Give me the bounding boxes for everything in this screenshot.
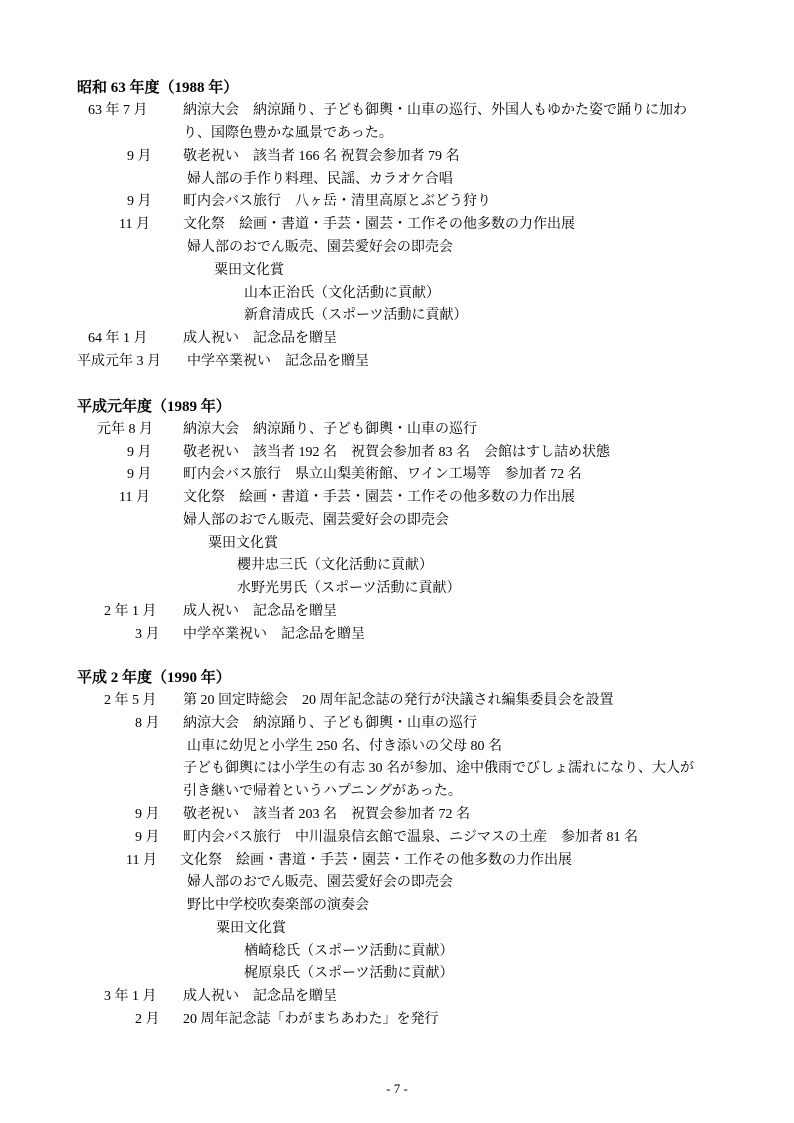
entry-text: 子ども御輿には小学生の有志 30 名が参加、途中俄雨でびしょ濡れになり、大人が <box>183 761 694 776</box>
entry-date: 11 月 <box>119 490 150 505</box>
award-heading: 粟田文化賞 <box>208 536 278 551</box>
entry-text: 中学卒業祝い 記念品を贈呈 <box>183 627 365 642</box>
entry-text: 成人祝い 記念品を贈呈 <box>183 331 337 346</box>
award-recipient: 梶原泉氏（スポーツ活動に貢献） <box>244 966 454 981</box>
entry-text: 20 周年記念誌「わがまちあわた」を発行 <box>183 1012 439 1027</box>
entry-date: 9 月 <box>127 467 152 482</box>
entry-text: 野比中学校吹奏楽部の演奏会 <box>187 898 369 913</box>
entry-date: 9 月 <box>135 807 160 822</box>
entry-date: 2 年 1 月 <box>104 604 157 619</box>
entry-date: 元年 8 月 <box>97 422 153 437</box>
award-recipient: 楢崎稔氏（スポーツ活動に貢献） <box>244 944 454 959</box>
entry-date: 3 年 1 月 <box>104 989 157 1004</box>
award-heading: 粟田文化賞 <box>216 921 286 936</box>
award-recipient: 水野光男氏（スポーツ活動に貢献） <box>237 581 461 596</box>
entry-text: 引き継いで帰着というハプニングがあった。 <box>183 784 462 799</box>
entry-text: 文化祭 絵画・書道・手芸・園芸・工作その他多数の力作出展 <box>183 490 575 505</box>
entry-date: 63 年 7 月 <box>88 103 148 118</box>
entry-text: り、国際色豊かな風景であった。 <box>183 126 393 141</box>
section-heading-1989: 平成元年度（1989 年） <box>77 399 231 415</box>
award-recipient: 山本正治氏（文化活動に貢献） <box>244 286 440 301</box>
award-heading: 粟田文化賞 <box>214 263 284 278</box>
entry-text: 納涼大会 納涼踊り、子ども御輿・山車の巡行 <box>183 422 477 437</box>
award-recipient: 新倉清成氏（スポーツ活動に貢献） <box>244 308 468 323</box>
entry-date: 9 月 <box>127 445 152 460</box>
entry-text: 婦人部のおでん販売、園芸愛好会の即売会 <box>187 875 453 890</box>
entry-date: 2 月 <box>135 1012 160 1027</box>
section-heading-1990: 平成 2 年度（1990 年） <box>77 670 231 686</box>
section-heading-1988: 昭和 63 年度（1988 年） <box>77 80 239 96</box>
entry-date: 64 年 1 月 <box>88 331 148 346</box>
entry-date: 11 月 <box>126 853 157 868</box>
entry-text: 町内会バス旅行 八ヶ岳・清里高原とぶどう狩り <box>183 194 491 209</box>
entry-date: 3 月 <box>135 627 160 642</box>
entry-text: 成人祝い 記念品を贈呈 <box>183 989 337 1004</box>
entry-text: 敬老祝い 該当者 166 名 祝賀会参加者 79 名 <box>183 149 460 164</box>
entry-text: 納涼大会 納涼踊り、子ども御輿・山車の巡行 <box>183 716 477 731</box>
entry-text: 中学卒業祝い 記念品を贈呈 <box>187 354 369 369</box>
entry-text: 婦人部のおでん販売、園芸愛好会の即売会 <box>183 513 449 528</box>
entry-text: 第 20 回定時総会 20 周年記念誌の発行が決議され編集委員会を設置 <box>183 693 614 708</box>
entry-date: 8 月 <box>135 716 160 731</box>
entry-date: 9 月 <box>127 149 152 164</box>
entry-text: 山車に幼児と小学生 250 名、付き添いの父母 80 名 <box>187 739 502 754</box>
entry-text: 納涼大会 納涼踊り、子ども御輿・山車の巡行、外国人もゆかた姿で踊りに加わ <box>183 103 687 118</box>
entry-text: 町内会バス旅行 県立山梨美術館、ワイン工場等 参加者 72 名 <box>183 467 582 482</box>
entry-text: 文化祭 絵画・書道・手芸・園芸・工作その他多数の力作出展 <box>183 217 575 232</box>
entry-date: 11 月 <box>119 217 150 232</box>
entry-text: 文化祭 絵画・書道・手芸・園芸・工作その他多数の力作出展 <box>180 853 572 868</box>
entry-text: 敬老祝い 該当者 192 名 祝賀会参加者 83 名 会館はすし詰め状態 <box>183 445 610 460</box>
award-recipient: 櫻井忠三氏（文化活動に貢献） <box>237 558 433 573</box>
entry-text: 婦人部の手作り料理、民謡、カラオケ合唱 <box>187 172 453 187</box>
entry-date: 平成元年 3 月 <box>77 354 161 369</box>
page-number: - 7 - <box>386 1081 408 1096</box>
entry-text: 婦人部のおでん販売、園芸愛好会の即売会 <box>187 240 453 255</box>
entry-date: 9 月 <box>135 830 160 845</box>
entry-text: 成人祝い 記念品を贈呈 <box>183 604 337 619</box>
entry-text: 敬老祝い 該当者 203 名 祝賀会参加者 72 名 <box>183 807 470 822</box>
entry-date: 9 月 <box>127 194 152 209</box>
entry-text: 町内会バス旅行 中川温泉信玄館で温泉、ニジマスの土産 参加者 81 名 <box>183 830 638 845</box>
entry-date: 2 年 5 月 <box>104 693 157 708</box>
